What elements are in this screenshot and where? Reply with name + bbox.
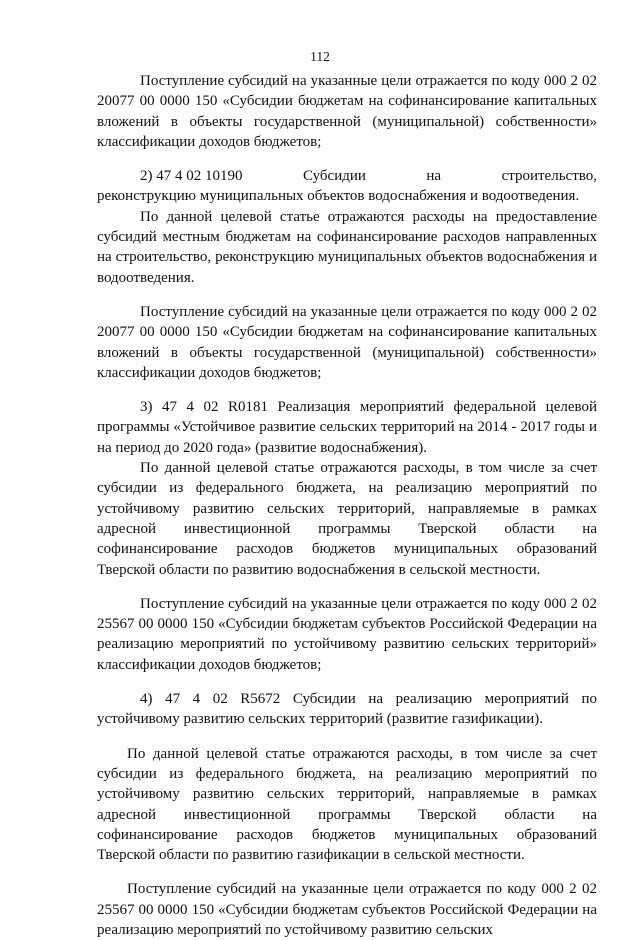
item-2-title-rest: реконструкцию муниципальных объектов водоснабжения и водоотведения. [97, 188, 580, 205]
paragraph-receipt-2: Поступление субсидий на указанные цели отражается по коду 000 2 02 20077 00 0000 150 «Субсидии бюджетам на софинансирование капитальных вложений в объекты государственной (муниципальной) собственности» классификации доходов бюджетов; [97, 303, 597, 381]
item-3-heading: 3) 47 4 02 R0181 Реализация мероприятий федеральной целевой программы «Устойчивое развитие сельских территорий на 2014 - 2017 годы и на период до 2020 года» (развитие водоснабжения). [97, 399, 597, 456]
item-2-heading [97, 166, 597, 186]
paragraph-receipt-4: Поступление субсидий на указанные цели отражается по коду 000 2 02 25567 00 0000 150 «Субсидии бюджетам субъектов Российской Федерации на реализацию мероприятий по устойчивому развитию сельских [97, 881, 597, 938]
item-2-word-1: Субсидии [302, 168, 366, 185]
paragraph-item-2-description: По данной целевой статье отражаются расходы на предоставление субсидий местным бюджетам на софинансирование расходов направленных на строительство, реконструкцию муниципальных объектов водоснабжения и водоотведения. [97, 208, 597, 286]
paragraph-item-4-description: По данной целевой статье отражаются расходы, в том числе за счет субсидии из федерального бюджета, на реализацию мероприятий по устойчивому развитию сельских территорий, направляемые в рамках адресной инвестиционной программы Тверской области на софинансирование расходов бюджетов муниципальных образований Тверской области по развитию газификации в сельской местности. [97, 745, 597, 864]
page-number: 112 [310, 49, 330, 64]
item-2-word-2: на [426, 168, 442, 185]
item-2-word-3: строительство, [501, 168, 597, 185]
paragraph-receipt-1: Поступление субсидий на указанные цели отражается по коду 000 2 02 20077 00 0000 150 «Субсидии бюджетам на софинансирование капитальных вложений в объекты государственной (муниципальной) собственности» классификации доходов бюджетов; [97, 73, 597, 150]
document-body [97, 71, 597, 940]
paragraph-receipt-3: Поступление субсидий на указанные цели отражается по коду 000 2 02 25567 00 0000 150 «Субсидии бюджетам субъектов Российской Федерации на реализацию мероприятий по устойчивому развитию сельских территорий» классификации доходов бюджетов; [97, 595, 597, 673]
item-4-heading: 4) 47 4 02 R5672 Субсидии на реализацию мероприятий по устойчивому развитию сельских территорий (развитие газификации). [97, 691, 597, 728]
item-2-code: 2) 47 4 02 10190 [140, 168, 243, 185]
paragraph-item-3-description: По данной целевой статье отражаются расходы, в том числе за счет субсидии из федерального бюджета, на реализацию мероприятий по устойчивому развитию сельских территорий, направляемые в рамках адресной инвестиционной программы Тверской области на софинансирование расходов бюджетов муниципальных образований Тверской области по развитию водоснабжения в сельской местности. [97, 460, 597, 578]
